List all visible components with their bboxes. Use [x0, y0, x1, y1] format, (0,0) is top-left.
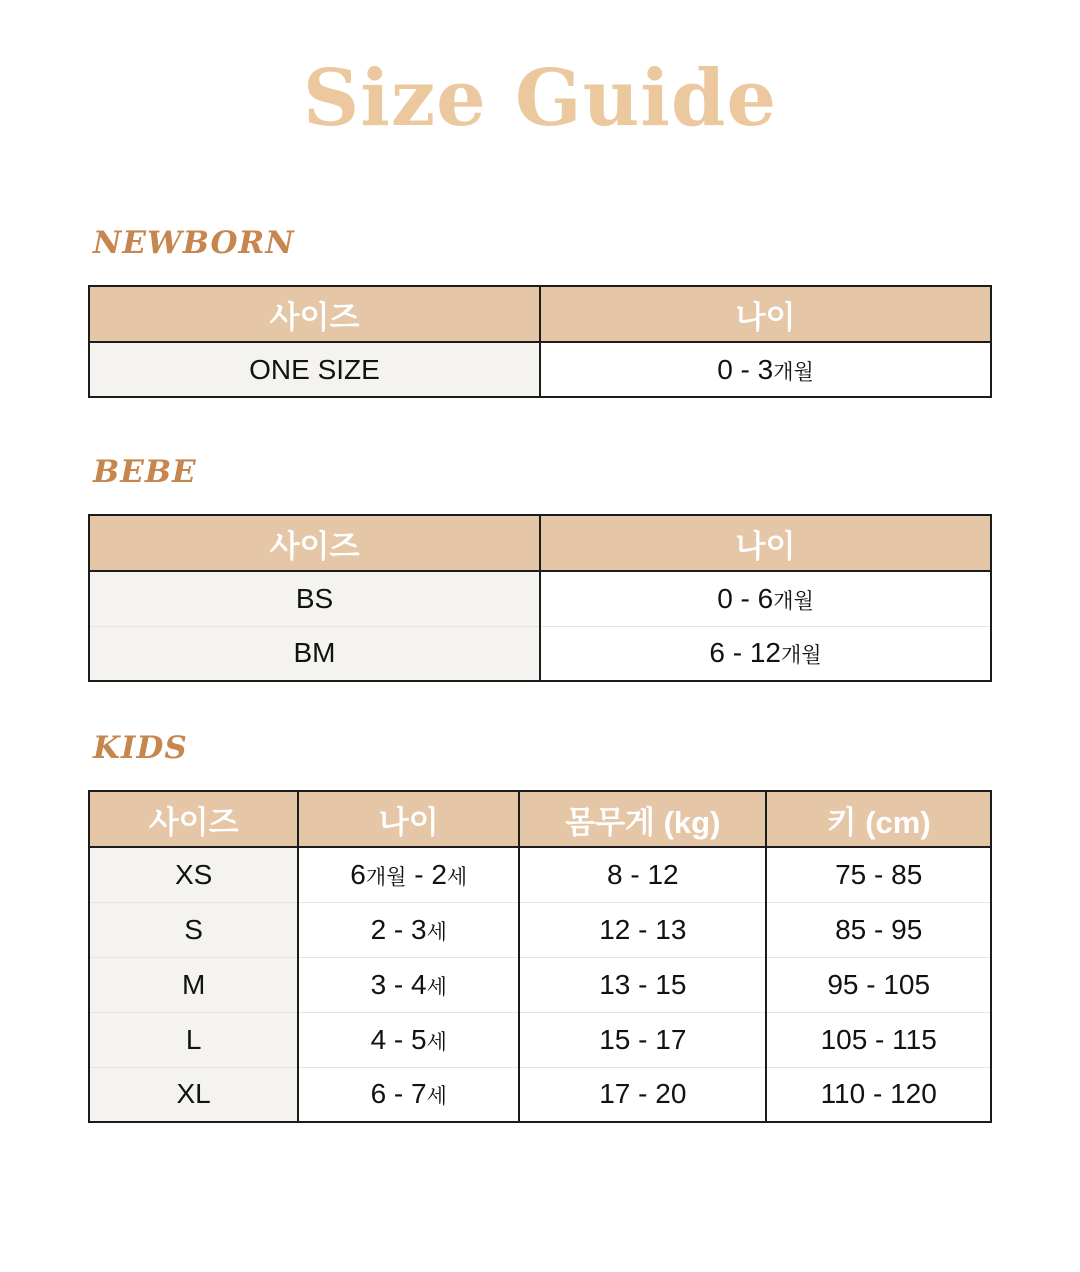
cell-text: S — [184, 913, 203, 945]
table-wrap-bebe — [88, 514, 992, 682]
cell-text: M — [181, 968, 206, 1000]
cell-text: 2 - 3 — [370, 913, 427, 945]
table-row — [89, 847, 991, 902]
table-cell — [89, 626, 540, 681]
unit-suffix: 개월 — [781, 644, 822, 668]
table-cell — [766, 847, 991, 902]
section-heading-newborn: NEWBORN — [93, 225, 295, 261]
table-row — [89, 571, 991, 626]
section-bebe — [88, 452, 992, 682]
unit-suffix: 개월 — [365, 865, 407, 889]
unit-suffix: 세 — [446, 865, 468, 889]
unit-suffix: 개월 — [773, 589, 814, 613]
section-kids — [88, 728, 992, 1123]
table-row — [89, 626, 991, 681]
table-cell — [298, 847, 519, 902]
table-cell — [89, 902, 298, 957]
unit-suffix: 개월 — [773, 360, 814, 384]
column-header: 사이즈 — [89, 286, 540, 342]
cell-text: 8 - 12 — [607, 858, 679, 890]
cell-text: 0 - 6 — [717, 582, 774, 614]
cell-text: 6 - 7 — [370, 1078, 427, 1110]
column-header: 나이 — [540, 515, 991, 571]
table-row — [89, 957, 991, 1012]
table-cell — [540, 626, 991, 681]
cell-text: 95 - 105 — [827, 968, 931, 1000]
header-row — [89, 286, 991, 342]
table-cell — [89, 1067, 298, 1122]
size-table-newborn — [88, 285, 992, 398]
cell-text: 3 - 4 — [370, 968, 427, 1000]
cell-text: 17 - 20 — [599, 1078, 687, 1110]
column-header: 나이 — [540, 286, 991, 342]
cell-text: 105 - 115 — [820, 1023, 937, 1055]
table-cell — [519, 957, 766, 1012]
cell-text: 0 - 3 — [717, 353, 774, 385]
cell-text: XL — [176, 1078, 211, 1110]
section-heading-bebe: BEBE — [93, 454, 197, 490]
table-wrap-kids — [88, 790, 992, 1123]
cell-text: 4 - 5 — [370, 1023, 427, 1055]
cell-text: 75 - 85 — [835, 858, 923, 890]
table-cell — [89, 1012, 298, 1067]
table-row — [89, 1067, 991, 1122]
table-cell — [766, 902, 991, 957]
table-cell — [89, 957, 298, 1012]
cell-text: 85 - 95 — [835, 913, 923, 945]
cell-text: ONE SIZE — [249, 353, 380, 385]
table-row — [89, 902, 991, 957]
table-cell — [766, 1012, 991, 1067]
cell-text: BM — [293, 637, 336, 669]
cell-text: 6 — [350, 858, 366, 890]
size-table-kids — [88, 790, 992, 1123]
table-cell — [298, 1012, 519, 1067]
unit-suffix: 세 — [426, 920, 447, 944]
section-heading-kids: KIDS — [93, 730, 188, 766]
header-row — [89, 791, 991, 847]
table-cell — [89, 847, 298, 902]
table-row — [89, 342, 991, 397]
cell-text: 13 - 15 — [599, 968, 687, 1000]
table-cell — [298, 957, 519, 1012]
unit-suffix: 세 — [426, 975, 447, 999]
table-cell — [519, 847, 766, 902]
column-header: 사이즈 — [89, 791, 298, 847]
section-newborn — [88, 223, 992, 398]
unit-suffix: 세 — [426, 1030, 447, 1054]
column-header: 몸무게 (kg) — [519, 791, 766, 847]
size-table-bebe — [88, 514, 992, 682]
table-cell — [766, 1067, 991, 1122]
cell-text: - 2 — [406, 858, 447, 890]
header-row — [89, 515, 991, 571]
table-cell — [519, 1012, 766, 1067]
unit-suffix: 세 — [426, 1085, 447, 1109]
table-cell — [519, 1067, 766, 1122]
table-wrap-newborn — [88, 285, 992, 398]
table-row — [89, 1012, 991, 1067]
cell-text: 110 - 120 — [820, 1078, 937, 1110]
table-cell — [298, 1067, 519, 1122]
table-cell — [89, 571, 540, 626]
table-cell — [766, 957, 991, 1012]
cell-text: 12 - 13 — [599, 913, 687, 945]
page-title: Size Guide — [302, 53, 778, 144]
cell-text: 15 - 17 — [599, 1023, 687, 1055]
cell-text: L — [185, 1023, 202, 1055]
table-cell — [540, 342, 991, 397]
table-cell — [298, 902, 519, 957]
column-header: 나이 — [298, 791, 519, 847]
cell-text: BS — [295, 582, 334, 614]
table-cell — [519, 902, 766, 957]
cell-text: XS — [174, 858, 213, 890]
cell-text: 6 - 12 — [709, 637, 782, 669]
table-cell — [540, 571, 991, 626]
column-header: 사이즈 — [89, 515, 540, 571]
table-cell — [89, 342, 540, 397]
column-header: 키 (cm) — [766, 791, 991, 847]
